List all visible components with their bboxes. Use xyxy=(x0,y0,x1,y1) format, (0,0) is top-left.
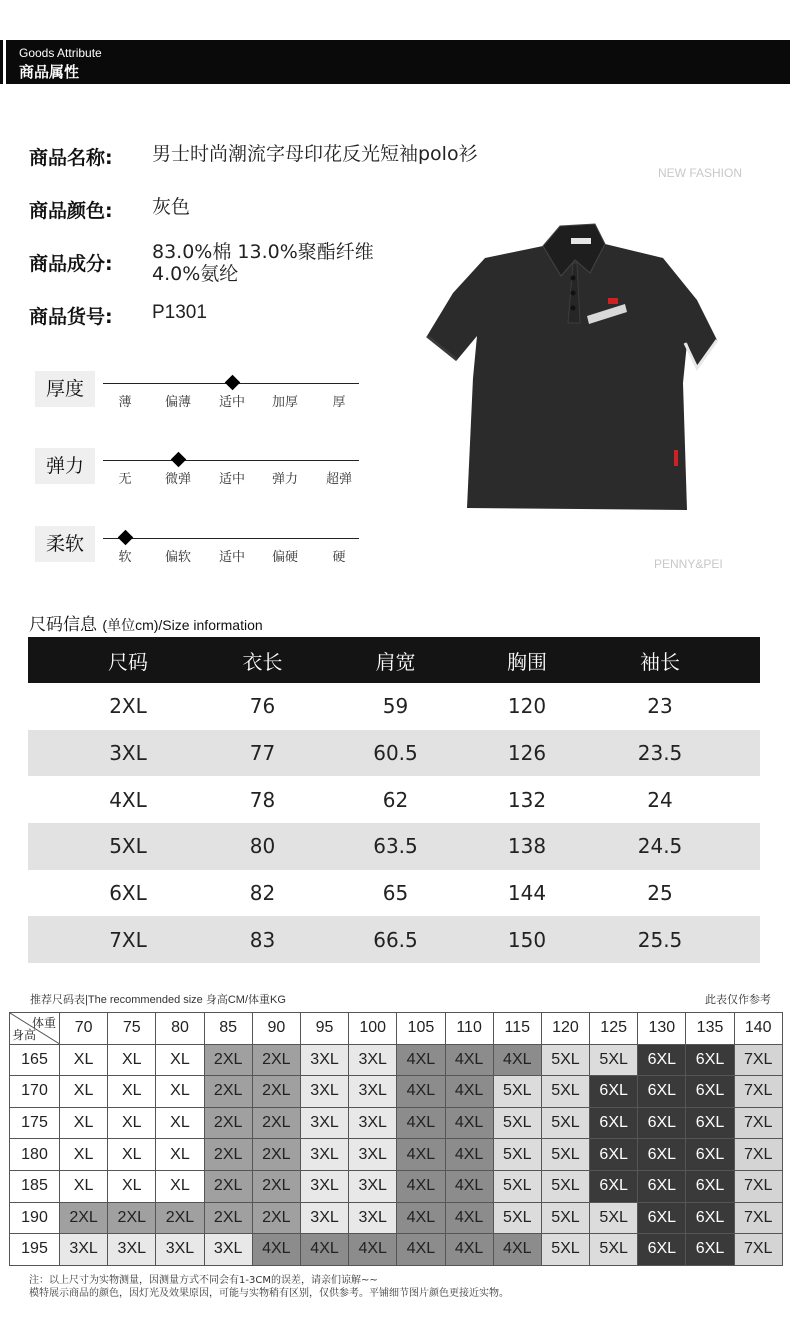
size-table-cell: 77 xyxy=(249,741,276,766)
recommend-size-cell: 3XL xyxy=(204,1234,252,1266)
recommend-size-cell: 4XL xyxy=(445,1044,493,1076)
recommend-size-cell: XL xyxy=(156,1107,204,1139)
size-table-cell: 60.5 xyxy=(373,741,418,766)
recommend-size-cell: 6XL xyxy=(590,1076,638,1108)
scale-label: 超弹 xyxy=(325,472,352,487)
scale-label: 适中 xyxy=(218,550,245,565)
recommend-size-cell: 4XL xyxy=(397,1170,445,1202)
size-table xyxy=(28,637,760,963)
recommend-size-cell: XL xyxy=(60,1139,108,1171)
recommend-size-cell: 2XL xyxy=(204,1139,252,1171)
recommend-size-cell: 6XL xyxy=(638,1044,686,1076)
scale-title: 柔软 xyxy=(35,526,95,562)
recommend-height-header: 170 xyxy=(10,1076,60,1108)
recommend-size-cell: 4XL xyxy=(445,1170,493,1202)
recommend-size-cell: 3XL xyxy=(300,1202,348,1234)
size-table-cell: 83 xyxy=(249,927,276,952)
recommend-size-cell: 5XL xyxy=(493,1170,541,1202)
recommend-size-cell: 5XL xyxy=(493,1139,541,1171)
recommend-size-cell: 3XL xyxy=(156,1234,204,1266)
recommend-size-cell: 6XL xyxy=(686,1076,734,1108)
recommend-size-cell: 3XL xyxy=(349,1170,397,1202)
recommend-size-cell: 3XL xyxy=(60,1234,108,1266)
recommend-size-cell: 3XL xyxy=(349,1139,397,1171)
recommend-size-cell: XL xyxy=(108,1076,156,1108)
recommend-row xyxy=(10,1044,783,1076)
recommend-size-cell: 6XL xyxy=(638,1139,686,1171)
recommend-size-cell: 2XL xyxy=(60,1202,108,1234)
recommend-size-cell: 5XL xyxy=(541,1202,589,1234)
recommend-size-cell: XL xyxy=(60,1044,108,1076)
size-table-row xyxy=(28,870,760,917)
recommend-weight-header: 90 xyxy=(252,1013,300,1045)
recommend-size-cell: 2XL xyxy=(252,1170,300,1202)
recommend-size-cell: 4XL xyxy=(445,1202,493,1234)
recommend-size-cell: 6XL xyxy=(686,1202,734,1234)
recommend-size-cell: 2XL xyxy=(252,1139,300,1171)
recommend-size-cell: XL xyxy=(108,1139,156,1171)
size-table-cell: 144 xyxy=(507,881,547,906)
size-table-cell: 78 xyxy=(249,787,276,812)
recommend-size-cell: 4XL xyxy=(300,1234,348,1266)
recommend-size-cell: 4XL xyxy=(445,1139,493,1171)
recommend-size-cell: 3XL xyxy=(349,1076,397,1108)
recommend-weight-header: 120 xyxy=(541,1013,589,1045)
size-table-header xyxy=(28,637,760,683)
size-table-cell: 150 xyxy=(507,927,547,952)
size-info-caption xyxy=(29,610,263,635)
size-table-row xyxy=(28,683,760,730)
recommend-size-cell: 4XL xyxy=(445,1076,493,1108)
recommend-size-cell: 2XL xyxy=(108,1202,156,1234)
size-table-cell: 23.5 xyxy=(637,741,683,766)
recommend-size-cell: 7XL xyxy=(734,1234,782,1266)
recommend-size-table xyxy=(9,1012,783,1266)
header-marker xyxy=(0,40,6,84)
recommend-weight-header: 70 xyxy=(60,1013,108,1045)
recommend-weight-header: 125 xyxy=(590,1013,638,1045)
size-table-cell: 24 xyxy=(647,787,673,812)
size-info-unit: (单位cm)/Size information xyxy=(102,617,263,633)
recommend-size-cell: 3XL xyxy=(300,1076,348,1108)
recommend-size-cell: 6XL xyxy=(638,1076,686,1108)
recommend-title: 推荐尺码表|The recommended size 身高CM/体重KG xyxy=(30,994,286,1006)
recommend-size-cell: 2XL xyxy=(204,1170,252,1202)
attr-color-label: 商品颜色: xyxy=(29,200,113,222)
size-table-cell: 3XL xyxy=(109,741,147,766)
recommend-size-cell: XL xyxy=(156,1044,204,1076)
recommend-size-cell: 3XL xyxy=(300,1107,348,1139)
section-header xyxy=(0,40,790,84)
scale-label: 适中 xyxy=(218,395,245,410)
recommend-size-cell: XL xyxy=(60,1107,108,1139)
size-table-cell: 65 xyxy=(382,881,409,906)
recommend-size-cell: 6XL xyxy=(686,1234,734,1266)
recommend-size-cell: 6XL xyxy=(638,1202,686,1234)
recommend-weight-header: 140 xyxy=(734,1013,782,1045)
recommend-size-cell: 4XL xyxy=(445,1107,493,1139)
recommend-weight-header: 100 xyxy=(349,1013,397,1045)
recommend-weight-header: 115 xyxy=(493,1013,541,1045)
recommend-size-cell: 6XL xyxy=(638,1107,686,1139)
recommend-size-cell: 2XL xyxy=(204,1076,252,1108)
size-table-cell: 59 xyxy=(382,694,409,719)
size-table-cell: 132 xyxy=(507,787,547,812)
scale-label: 微弹 xyxy=(164,472,191,487)
recommend-size-cell: XL xyxy=(156,1076,204,1108)
scale-label: 硬 xyxy=(332,550,346,565)
recommend-size-cell: 6XL xyxy=(590,1139,638,1171)
recommend-row xyxy=(10,1076,783,1108)
recommend-height-header: 180 xyxy=(10,1139,60,1171)
recommend-size-cell: 4XL xyxy=(397,1076,445,1108)
size-table-header-cell: 袖长 xyxy=(640,649,681,674)
recommend-row xyxy=(10,1234,783,1266)
scale-marker xyxy=(170,452,186,468)
recommend-size-cell: 3XL xyxy=(300,1044,348,1076)
recommend-weight-header: 95 xyxy=(300,1013,348,1045)
recommend-size-cell: 4XL xyxy=(397,1107,445,1139)
scale-label: 偏薄 xyxy=(164,395,191,410)
scale-label: 偏软 xyxy=(164,550,191,565)
recommend-size-cell: 6XL xyxy=(686,1044,734,1076)
recommend-size-cell: 2XL xyxy=(204,1044,252,1076)
attr-material-label: 商品成分: xyxy=(29,253,113,275)
recommend-size-cell: 7XL xyxy=(734,1076,782,1108)
size-table-cell: 82 xyxy=(249,881,276,906)
recommend-size-cell: 5XL xyxy=(541,1170,589,1202)
recommend-row xyxy=(10,1170,783,1202)
recommend-size-cell: 5XL xyxy=(541,1139,589,1171)
recommend-size-cell: XL xyxy=(156,1139,204,1171)
attr-name-value: 男士时尚潮流字母印花反光短袖polo衫 xyxy=(152,143,478,165)
recommend-header-row xyxy=(10,1013,783,1045)
scale-label: 厚 xyxy=(332,395,346,410)
polo-shirt-image xyxy=(425,218,720,518)
size-table-header-cell: 肩宽 xyxy=(375,649,416,674)
scale-label: 软 xyxy=(118,550,132,565)
size-table-cell: 25 xyxy=(647,881,673,906)
recommend-size-cell: 2XL xyxy=(252,1202,300,1234)
size-table-cell: 4XL xyxy=(109,787,147,812)
recommend-size-cell: 6XL xyxy=(686,1170,734,1202)
recommend-size-cell: XL xyxy=(108,1044,156,1076)
recommend-size-cell: 4XL xyxy=(493,1234,541,1266)
recommend-size-cell: 5XL xyxy=(493,1076,541,1108)
header-en: Goods Attribute xyxy=(19,46,102,60)
attr-color-value: 灰色 xyxy=(152,196,191,218)
recommend-weight-header: 80 xyxy=(156,1013,204,1045)
recommend-weight-header: 105 xyxy=(397,1013,445,1045)
scale-marker xyxy=(224,375,240,391)
recommend-size-cell: 2XL xyxy=(252,1107,300,1139)
recommend-size-cell: 6XL xyxy=(638,1234,686,1266)
recommend-size-cell: 7XL xyxy=(734,1044,782,1076)
recommend-size-cell: 7XL xyxy=(734,1139,782,1171)
size-table-cell: 23 xyxy=(647,694,673,719)
attr-material-value2: 4.0%氨纶 xyxy=(152,263,239,285)
scale-label: 无 xyxy=(118,472,132,487)
size-table-header-cell: 衣长 xyxy=(242,649,283,674)
size-table-cell: 2XL xyxy=(109,694,147,719)
size-table-cell: 120 xyxy=(507,694,547,719)
size-table-row xyxy=(28,916,760,963)
size-table-cell: 63.5 xyxy=(373,834,418,859)
recommend-size-cell: 7XL xyxy=(734,1202,782,1234)
recommend-size-cell: 3XL xyxy=(349,1107,397,1139)
recommend-size-cell: 4XL xyxy=(397,1044,445,1076)
recommend-size-cell: 4XL xyxy=(397,1139,445,1171)
recommend-size-cell: 4XL xyxy=(445,1234,493,1266)
size-table-cell: 6XL xyxy=(109,881,147,906)
recommend-size-cell: 5XL xyxy=(493,1202,541,1234)
size-table-row xyxy=(28,823,760,870)
size-table-cell: 66.5 xyxy=(373,927,418,952)
recommend-size-cell: XL xyxy=(108,1107,156,1139)
recommend-size-cell: 3XL xyxy=(349,1044,397,1076)
scale-label: 偏硬 xyxy=(271,550,298,565)
corner-weight-label: 体重 xyxy=(31,1016,56,1030)
recommend-size-cell: 4XL xyxy=(397,1202,445,1234)
recommend-size-cell: 7XL xyxy=(734,1107,782,1139)
recommend-size-cell: 4XL xyxy=(252,1234,300,1266)
size-table-cell: 7XL xyxy=(109,927,147,952)
size-table-cell: 126 xyxy=(507,741,547,766)
recommend-size-cell: 5XL xyxy=(541,1107,589,1139)
watermark-new-fashion: NEW FASHION xyxy=(658,166,743,180)
scale-label: 加厚 xyxy=(271,395,298,410)
recommend-height-header: 165 xyxy=(10,1044,60,1076)
recommend-size-cell: 5XL xyxy=(541,1234,589,1266)
recommend-size-cell: XL xyxy=(156,1170,204,1202)
recommend-size-cell: 3XL xyxy=(108,1234,156,1266)
scale-label: 适中 xyxy=(218,472,245,487)
recommend-height-header: 190 xyxy=(10,1202,60,1234)
scale-track xyxy=(103,460,359,461)
recommend-size-cell: 5XL xyxy=(493,1107,541,1139)
recommend-weight-header: 130 xyxy=(638,1013,686,1045)
attr-name-label: 商品名称: xyxy=(29,147,113,169)
recommend-row xyxy=(10,1139,783,1171)
recommend-size-cell: 2XL xyxy=(204,1202,252,1234)
recommend-size-cell: XL xyxy=(60,1076,108,1108)
size-table-cell: 80 xyxy=(249,834,276,859)
scale-title: 厚度 xyxy=(35,371,95,407)
recommend-corner-cell xyxy=(10,1013,60,1045)
recommend-size-cell: 6XL xyxy=(686,1107,734,1139)
recommend-size-cell: 5XL xyxy=(541,1044,589,1076)
scale-label: 薄 xyxy=(118,395,132,410)
recommend-size-cell: XL xyxy=(60,1170,108,1202)
recommend-size-cell: 4XL xyxy=(397,1234,445,1266)
corner-height-label: 身高 xyxy=(12,1027,37,1042)
recommend-size-cell: 6XL xyxy=(590,1170,638,1202)
size-table-row xyxy=(28,730,760,777)
footnote-1: 注：以上尺寸为实物测量，因测量方式不同会有1-3CM的误差，请亲们谅解~~ xyxy=(29,1275,378,1286)
recommend-size-cell: 2XL xyxy=(156,1202,204,1234)
recommend-weight-header: 110 xyxy=(445,1013,493,1045)
recommend-size-cell: 2XL xyxy=(252,1076,300,1108)
recommend-size-cell: 5XL xyxy=(541,1076,589,1108)
recommend-size-cell: 4XL xyxy=(349,1234,397,1266)
recommend-size-cell: XL xyxy=(108,1170,156,1202)
recommend-size-cell: 3XL xyxy=(349,1202,397,1234)
recommend-size-cell: 2XL xyxy=(204,1107,252,1139)
recommend-size-cell: 3XL xyxy=(300,1170,348,1202)
recommend-weight-header: 135 xyxy=(686,1013,734,1045)
attr-sku-value: P1301 xyxy=(152,302,207,323)
recommend-size-cell: 2XL xyxy=(252,1044,300,1076)
size-table-row xyxy=(28,776,760,823)
size-table-cell: 76 xyxy=(249,694,276,719)
recommend-size-cell: 3XL xyxy=(300,1139,348,1171)
attr-material-value: 83.0%棉 13.0%聚酯纤维 xyxy=(152,241,374,263)
recommend-height-header: 175 xyxy=(10,1107,60,1139)
size-table-cell: 5XL xyxy=(109,834,147,859)
recommend-row xyxy=(10,1202,783,1234)
scale-title: 弹力 xyxy=(35,448,95,484)
size-table-cell: 24.5 xyxy=(637,834,683,859)
recommend-size-cell: 5XL xyxy=(590,1202,638,1234)
size-info-title: 尺码信息 xyxy=(29,615,97,635)
recommend-note: 此表仅作参考 xyxy=(705,993,771,1006)
header-cn: 商品属性 xyxy=(19,63,80,81)
scale-track xyxy=(103,538,359,539)
scale-label: 弹力 xyxy=(271,472,298,487)
recommend-row xyxy=(10,1107,783,1139)
size-table-header-cell: 胸围 xyxy=(507,649,547,674)
size-table-cell: 138 xyxy=(507,834,547,859)
recommend-height-header: 185 xyxy=(10,1170,60,1202)
recommend-weight-header: 85 xyxy=(204,1013,252,1045)
size-table-header-cell: 尺码 xyxy=(108,649,148,674)
watermark-brand: PENNY&PEI xyxy=(654,557,723,571)
recommend-height-header: 195 xyxy=(10,1234,60,1266)
attr-sku-label: 商品货号: xyxy=(29,306,113,328)
scale-marker xyxy=(117,530,133,546)
size-table-cell: 25.5 xyxy=(637,927,683,952)
recommend-size-cell: 5XL xyxy=(590,1044,638,1076)
recommend-weight-header: 75 xyxy=(108,1013,156,1045)
recommend-size-cell: 4XL xyxy=(493,1044,541,1076)
footnote-2: 模特展示商品的颜色，因灯光及效果原因，可能与实物稍有区别，仅供参考。平铺细节图片颜色更接近实物。 xyxy=(29,1288,509,1299)
recommend-size-cell: 6XL xyxy=(590,1107,638,1139)
recommend-size-cell: 6XL xyxy=(686,1139,734,1171)
recommend-size-cell: 7XL xyxy=(734,1170,782,1202)
recommend-size-cell: 6XL xyxy=(638,1170,686,1202)
size-table-cell: 62 xyxy=(382,787,409,812)
recommend-size-cell: 5XL xyxy=(590,1234,638,1266)
